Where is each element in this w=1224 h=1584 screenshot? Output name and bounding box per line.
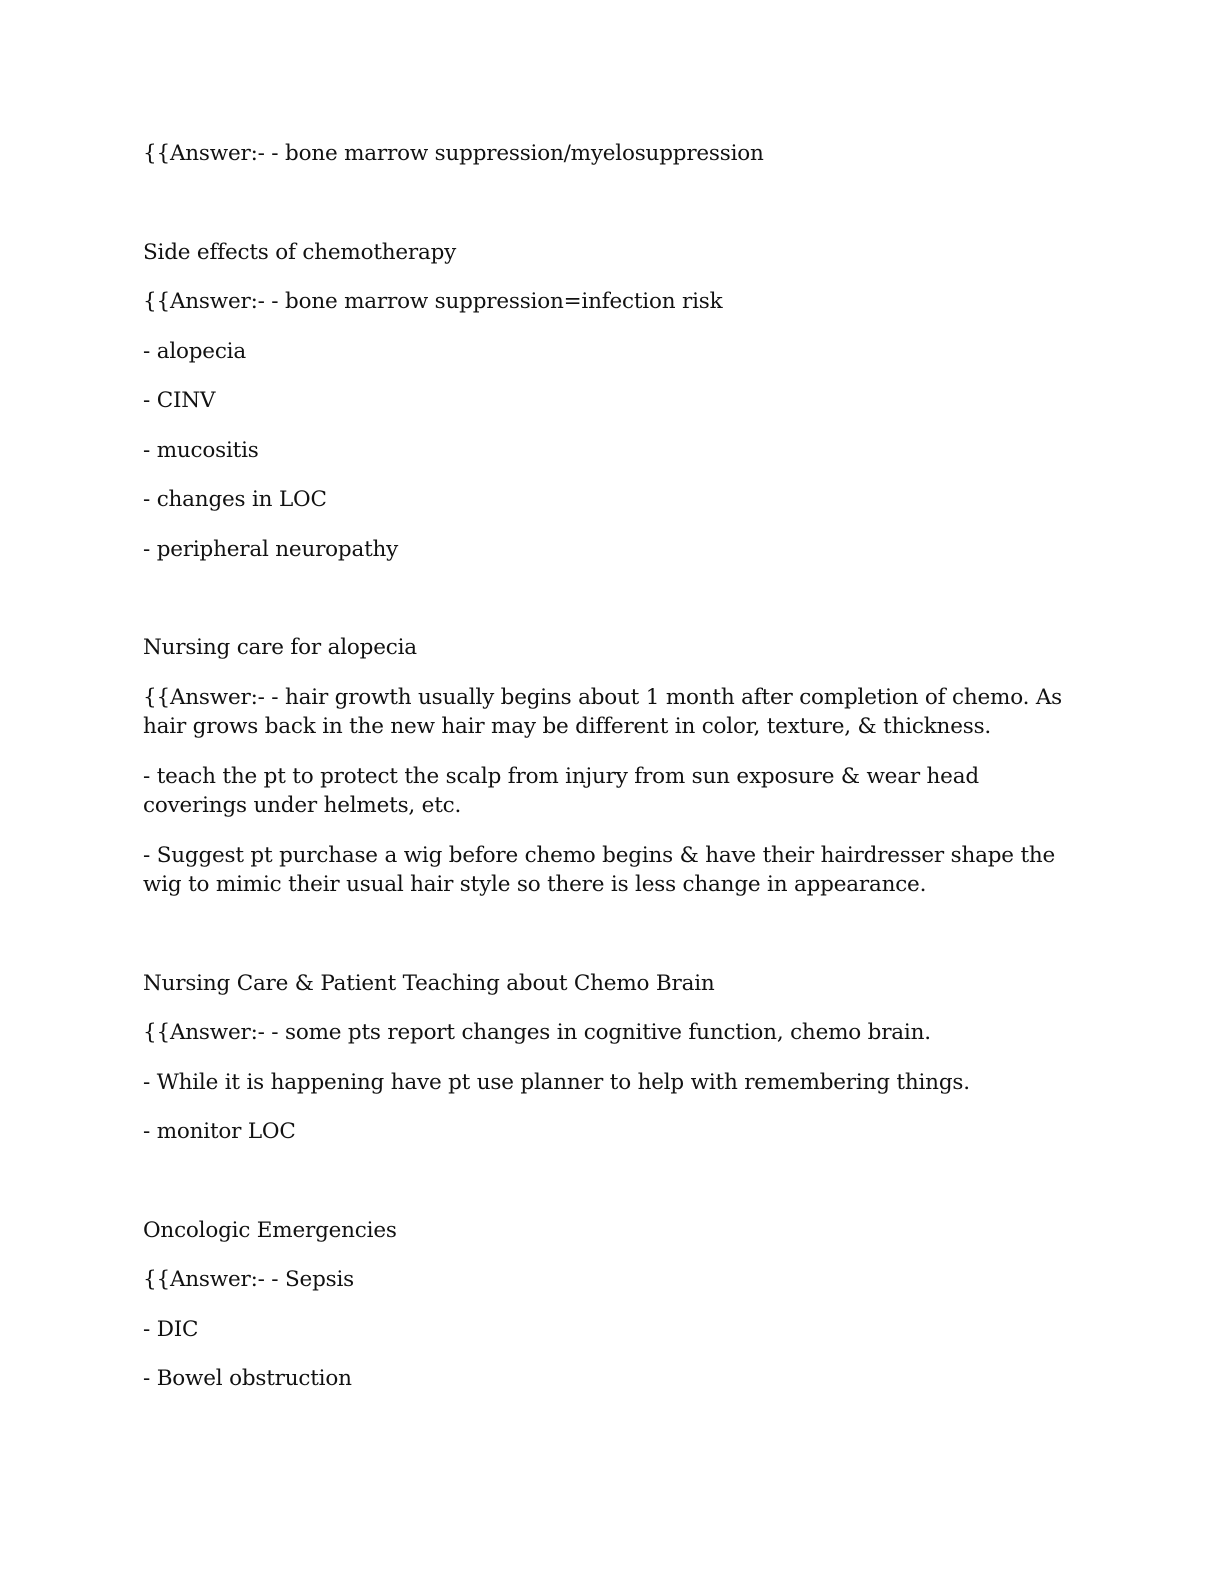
- answer-line: - monitor LOC: [143, 1119, 296, 1144]
- question-heading: Oncologic Emergencies: [143, 1217, 397, 1243]
- question-heading: Nursing care for alopecia: [143, 635, 417, 660]
- answer-line: {{Answer:- - some pts report changes in cognitive function, chemo brain.: [143, 1020, 931, 1045]
- answer-line: {{Answer:- - hair growth usually begins about 1 month after completion of chemo. As hair grows back in the new hair may be different in color, texture, & thickness.: [143, 684, 1063, 739]
- answer-line: - mucositis: [143, 437, 259, 463]
- answer-line: - peripheral neuropathy: [143, 536, 399, 562]
- section-gap: [143, 1167, 1063, 1216]
- question-heading: Nursing Care & Patient Teaching about Chemo Brain: [143, 970, 715, 996]
- answer-line: - Suggest pt purchase a wig before chemo begins & have their hairdresser shape the wig to mimic their usual hair style so there is less change in appearance.: [143, 842, 1056, 897]
- answer-line: - DIC: [143, 1316, 199, 1342]
- answer-line: - alopecia: [143, 338, 246, 364]
- section-gap: [143, 920, 1063, 969]
- answer-line: {{Answer:- - Sepsis: [143, 1267, 354, 1292]
- answer-line: - CINV: [143, 388, 216, 413]
- question-heading: Side effects of chemotherapy: [143, 239, 457, 265]
- answer-line: {{Answer:- - bone marrow suppression/myelosuppression: [143, 141, 764, 166]
- answer-line: - changes in LOC: [143, 487, 327, 512]
- document-page: [143, 139, 1063, 1414]
- section-gap: [143, 189, 1063, 238]
- section-gap: [143, 584, 1063, 633]
- answer-line: {{Answer:- - bone marrow suppression=infection risk: [143, 289, 723, 314]
- answer-line: - While it is happening have pt use planner to help with remembering things.: [143, 1069, 970, 1095]
- answer-line: - Bowel obstruction: [143, 1366, 352, 1391]
- answer-line: - teach the pt to protect the scalp from injury from sun exposure & wear head coverings under helmets, etc.: [143, 763, 979, 818]
